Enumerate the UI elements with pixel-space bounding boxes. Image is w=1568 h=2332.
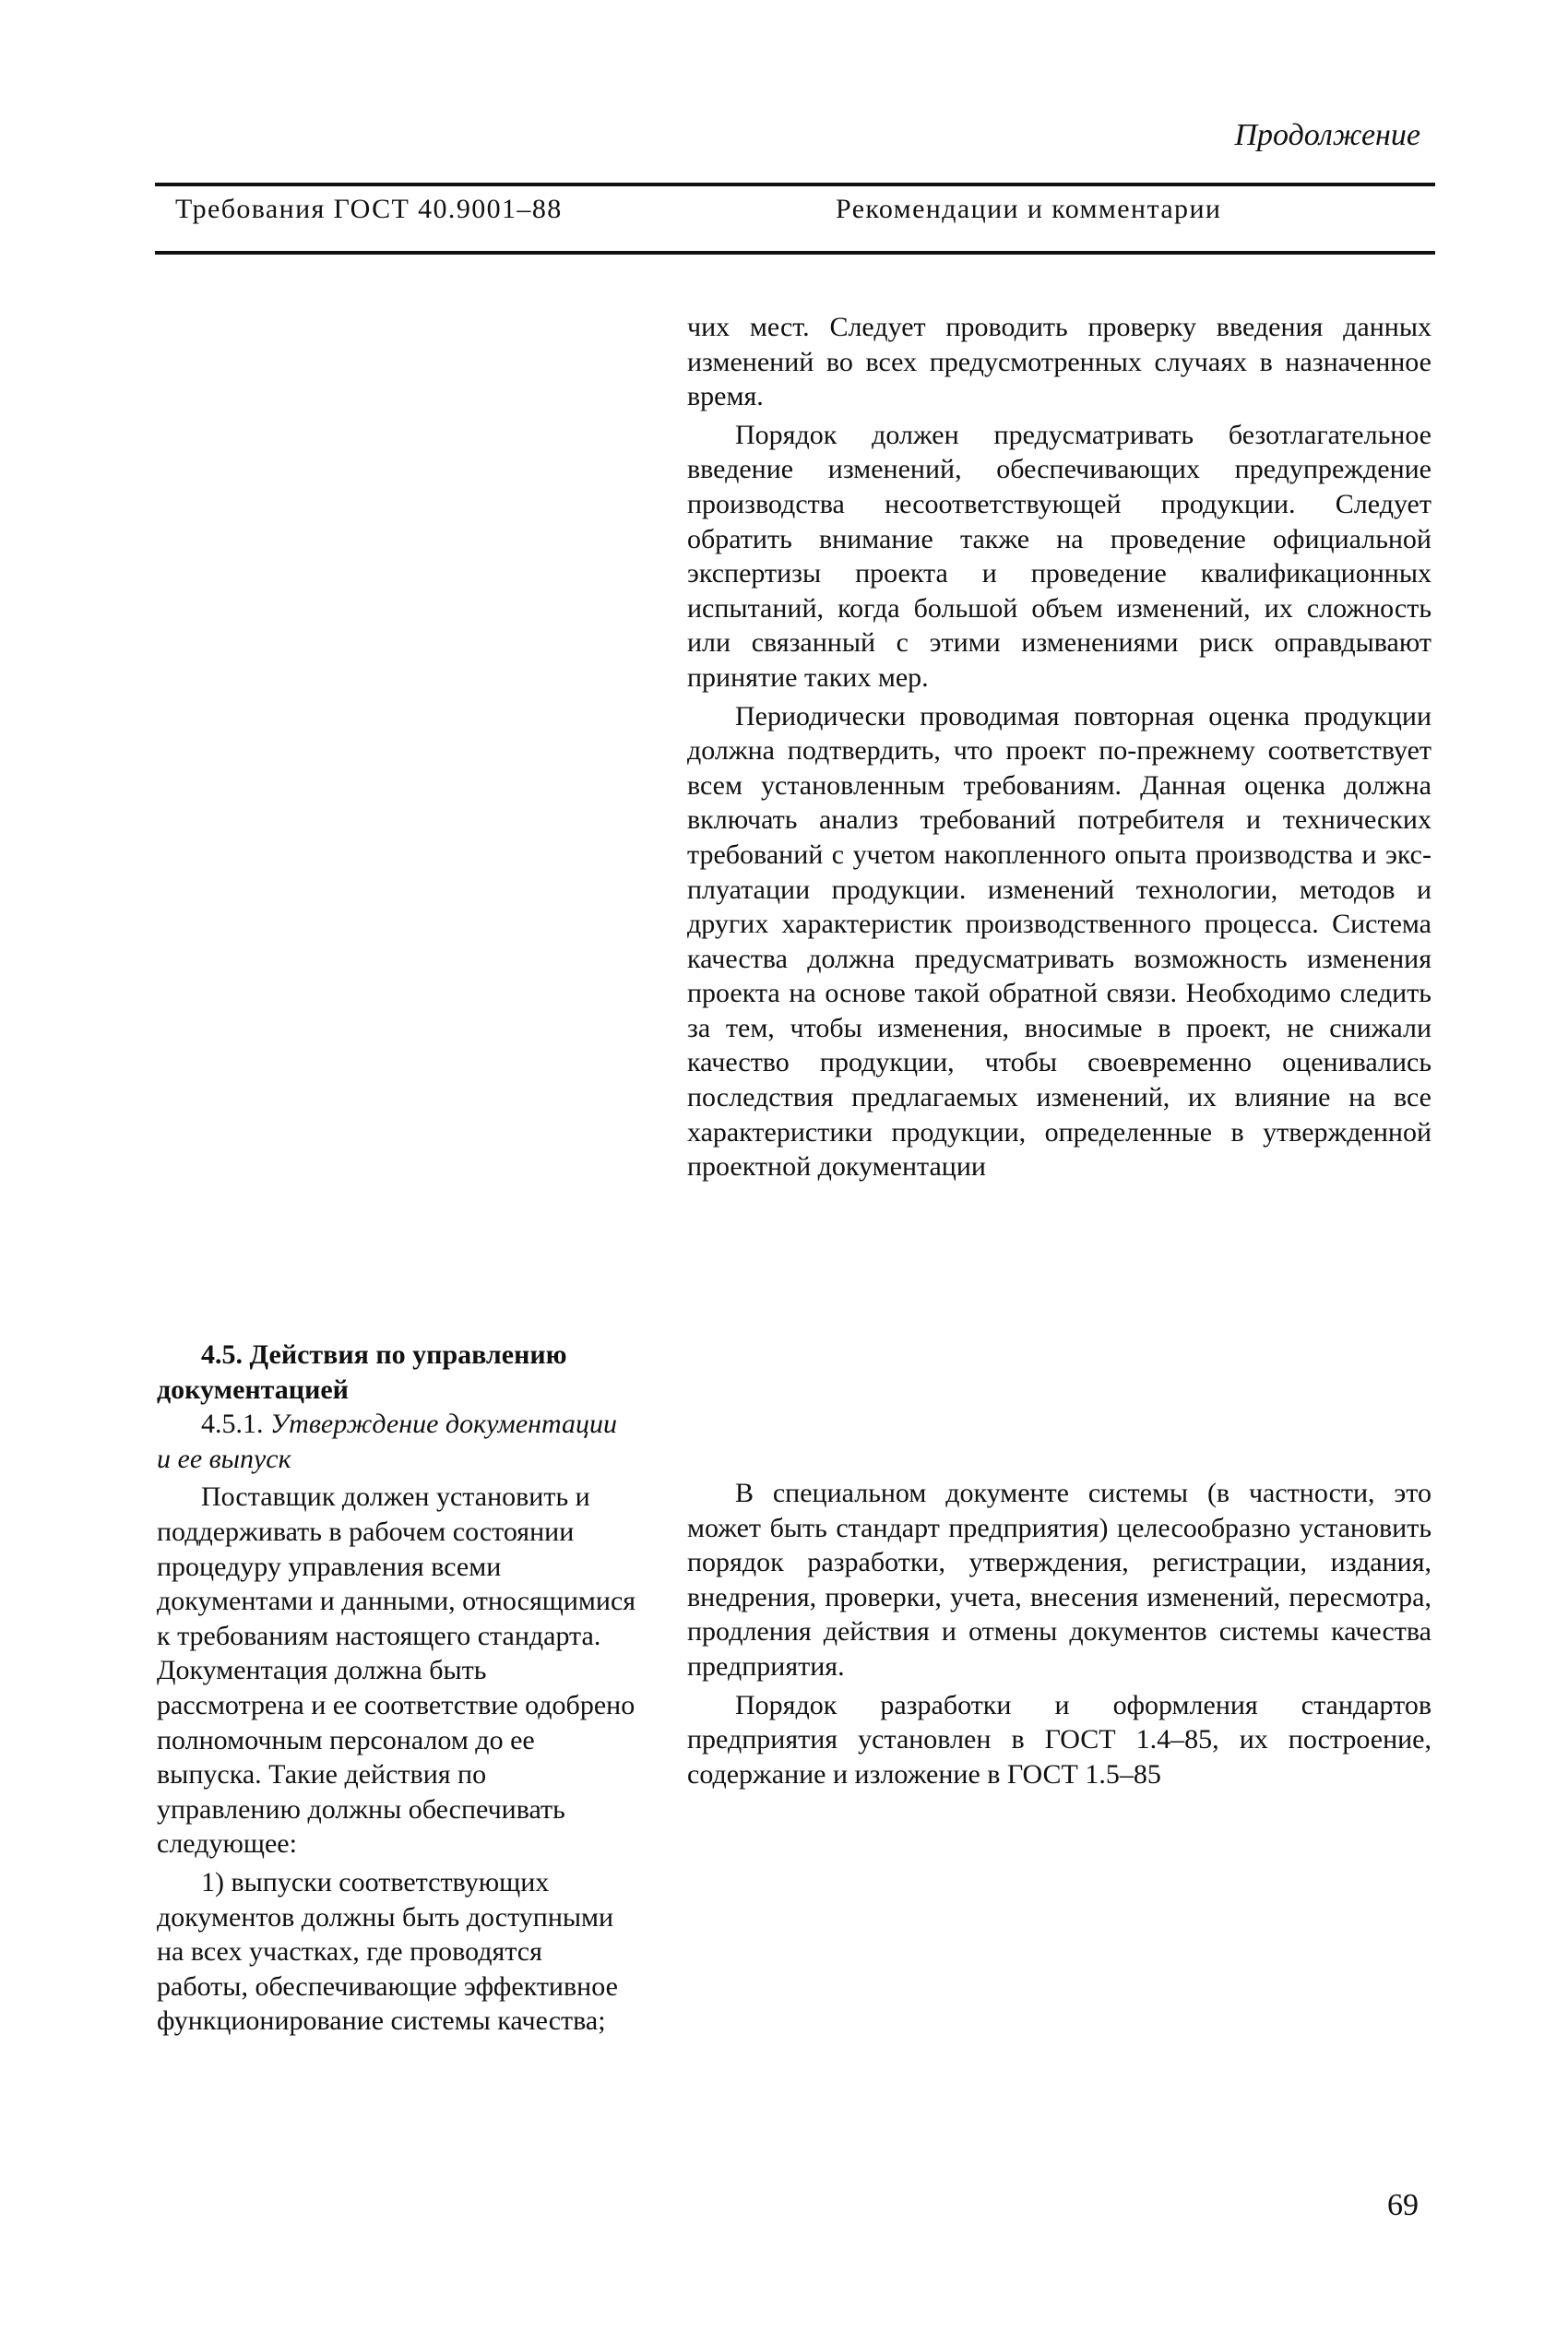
requirement-paragraph: Поставщик должен установить и поддерживать в рабочем состоянии процедуру управления всеми документами и данными, относящимися к требованиям настоящего стандарта. Документация должна быть рассмотрена и ее соответствие одобрено полномочным персоналом до ее выпуска. Такие действия по управлению должны обеспечивать следующее:	[157, 1481, 636, 1860]
recommendations-block-2	[687, 1476, 1431, 1795]
recommendation-paragraph: Порядок должен предусматривать безотлагательное введение изменений, обеспечивающих предупреждение производства несоответствующей продукции. Следует обратить внимание также на проведение официальной экспертизы проекта и проведение квалификационных испытаний, когда большой объем изменений, их сложность или связанный с этими изменениями риск оправдывают принятие таких мер.	[687, 419, 1431, 693]
page-number: 69	[1387, 2188, 1419, 2222]
continuation-label: Продолжение	[1234, 118, 1420, 152]
recommendation-paragraph: чих мест. Следует проводить проверку введения данных изменений во всех предусмотренных случаях в назначенное время.	[687, 312, 1431, 412]
subsection-number: 4.5.1.	[201, 1409, 264, 1440]
recommendations-block-1	[687, 310, 1431, 1188]
requirements-section-4-5	[157, 1338, 636, 2039]
header-bottom-rule	[155, 251, 1435, 255]
recommendation-paragraph: Порядок разработки и оформления стандартов предприятия установлен в ГОСТ 1.4–85, их построение, содержание и изложение в ГОСТ 1.5–85	[687, 1689, 1431, 1790]
right-column-title: Рекомендации и комментарии	[836, 194, 1222, 224]
header-top-rule	[155, 183, 1435, 186]
recommendation-paragraph: В специальном документе системы (в частности, это может быть стандарт предприятия) целесообразно установить порядок разработки, утверждения, регистрации, издания, внедрения, проверки, учета, внесения изменений, пересмотра, продления действия и отмены документов системы качества предприятия.	[687, 1478, 1431, 1682]
section-title: 4.5. Действия по управлению документацией	[157, 1339, 567, 1405]
left-column-title: Требования ГОСТ 40.9001–88	[175, 194, 563, 224]
subsection-heading	[157, 1407, 636, 1476]
requirement-list-item: 1) выпуски соответствующих документов должны быть доступными на всех участках, где проводятся работы, обеспечивающие эффективное функционирование системы качества;	[157, 1866, 618, 2037]
subsection-title: Утверждение документации и ее выпуск	[157, 1409, 618, 1474]
recommendation-paragraph: Периодически проводимая повторная оценка продукции должна подтвердить, что проект по-прежнему соответствует всем установленным требованиям. Данная оценка должна включать анализ требований потребителя и технических требований с учетом накопленного опыта производства и эксплуатации продукции. изменений технологии, методов и других характеристик производственного процесса. Система качества должна предусматривать возможность изменения проекта на основе такой обратной связи. Необходимо следить за тем, чтобы изменения, вносимые в проект, не снижали качество продукции, чтобы своевременно оценивались последствия предлагаемых изменений, их влияние на все характеристики продукции, определенные в утвержденной проектной документации	[687, 700, 1431, 1183]
